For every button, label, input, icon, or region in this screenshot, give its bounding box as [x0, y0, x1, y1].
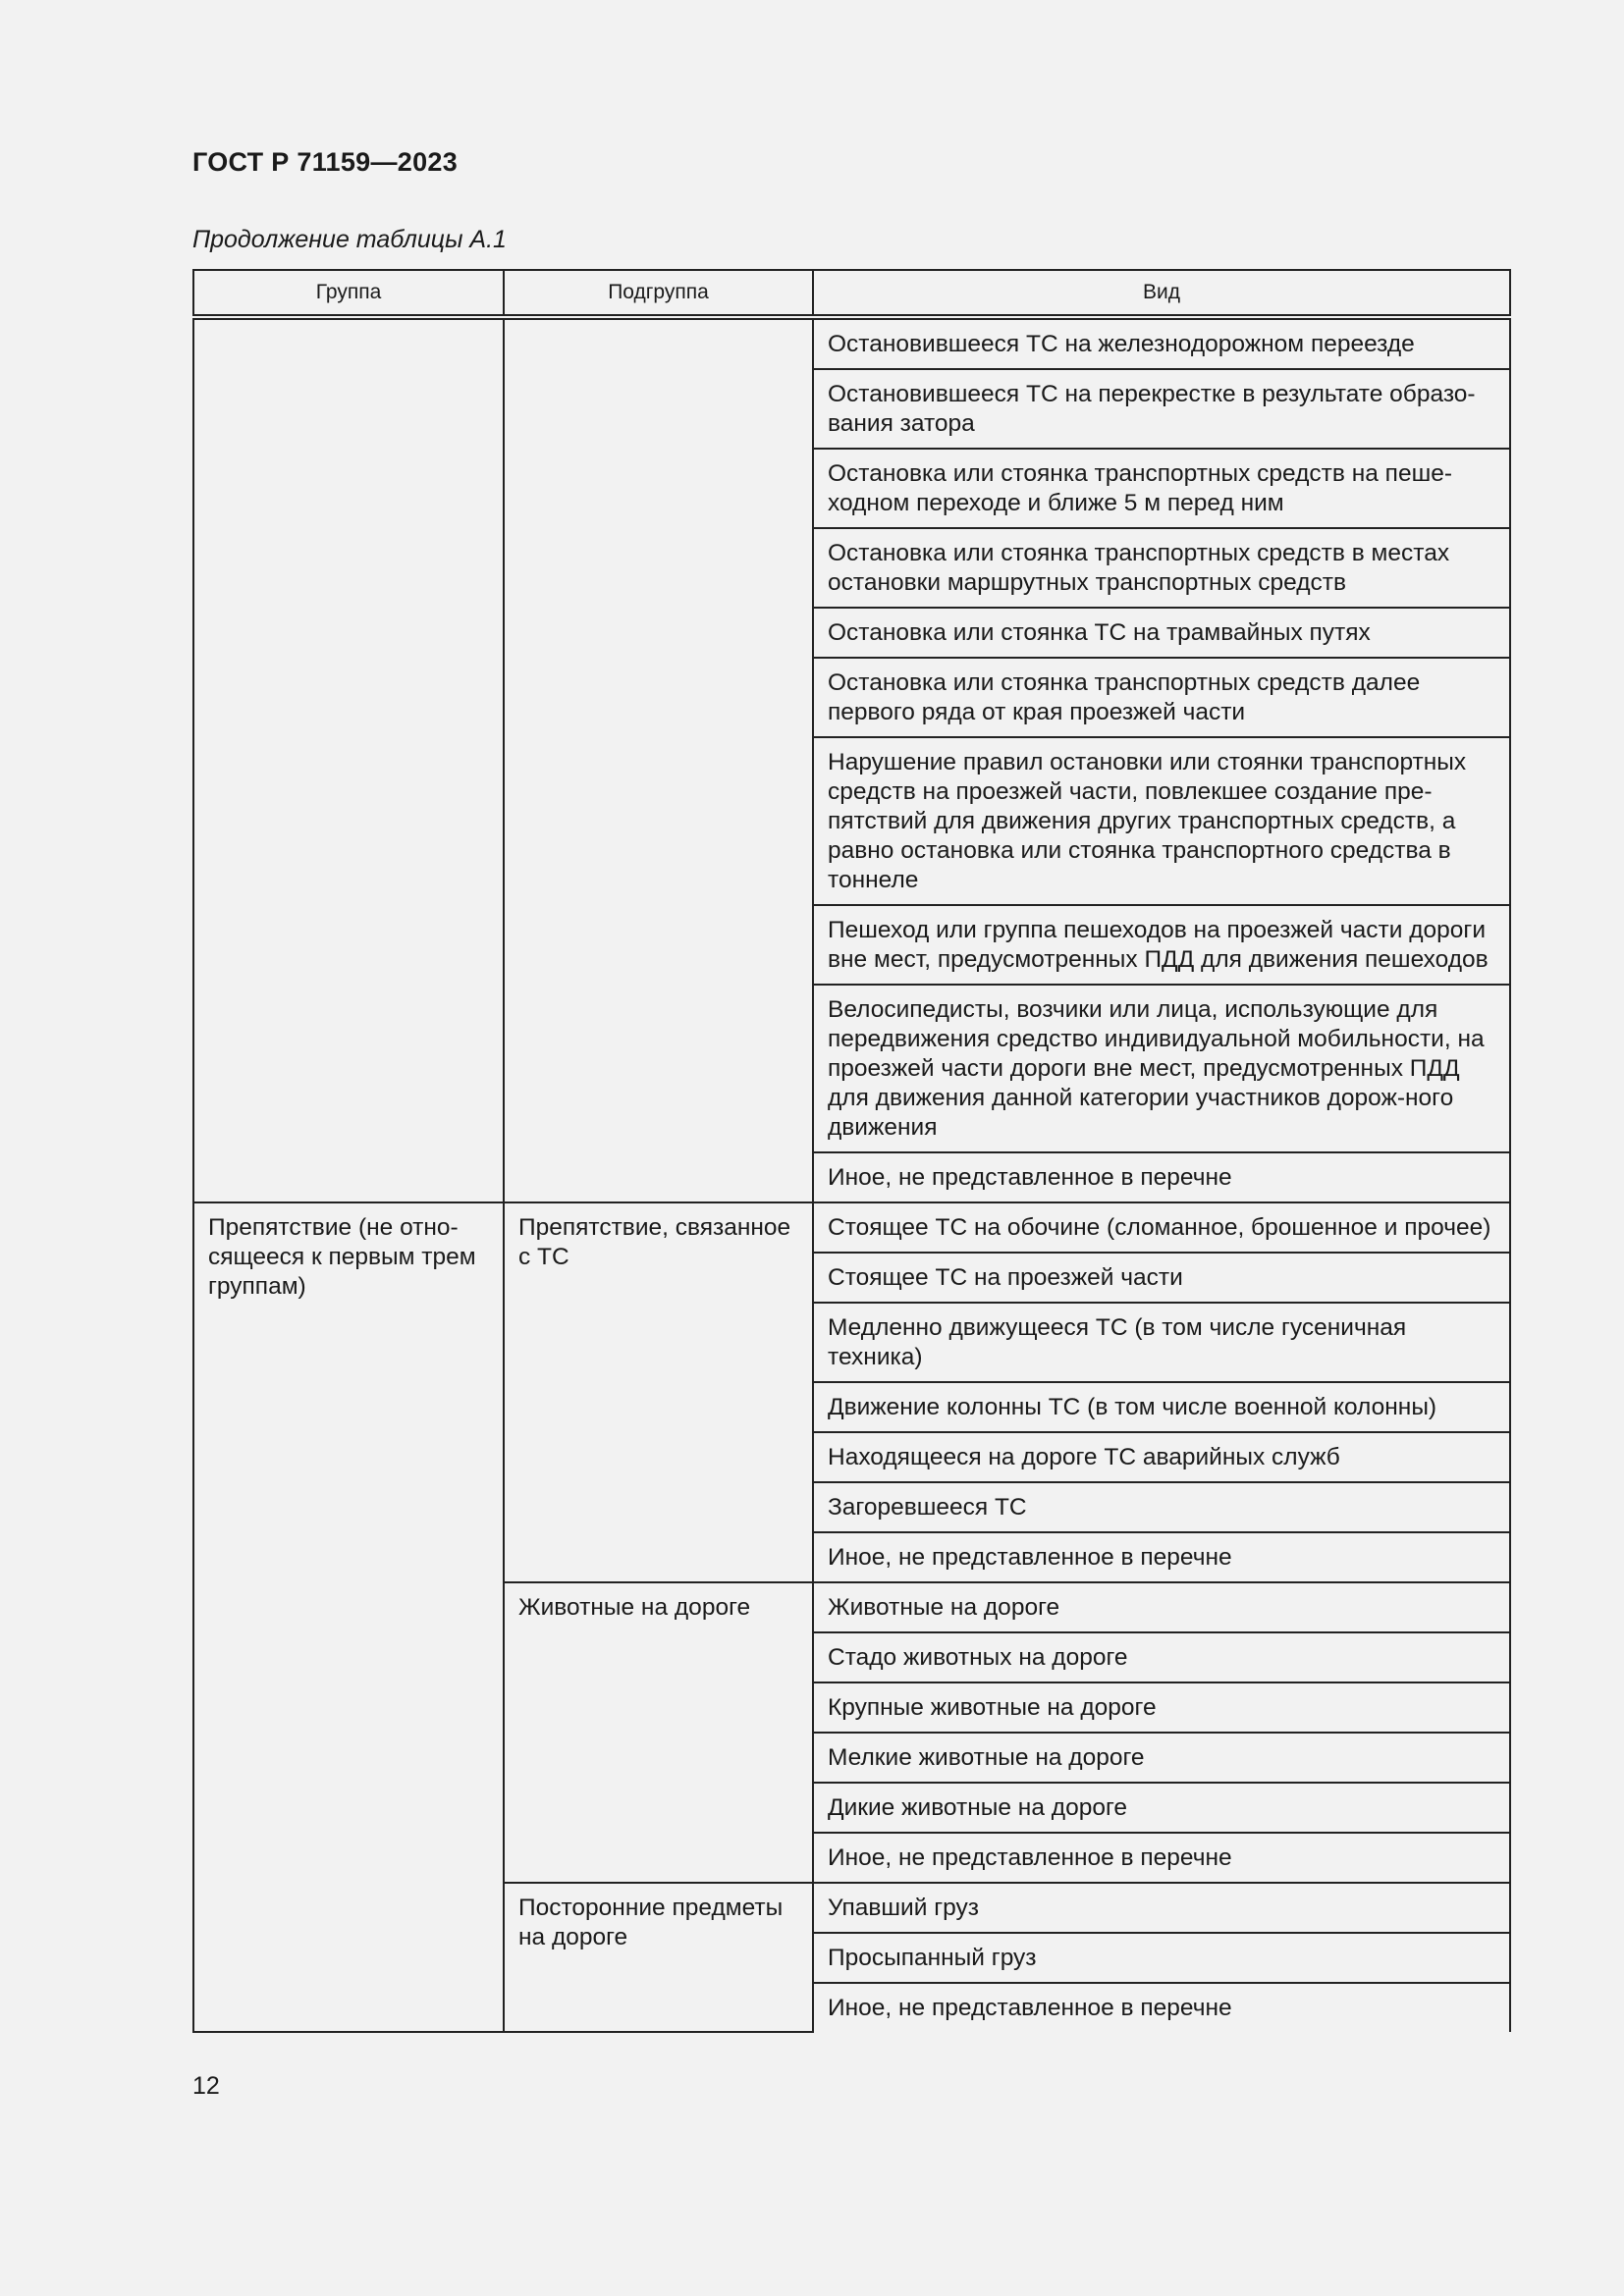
view-cell: Мелкие животные на дороге: [813, 1733, 1510, 1783]
column-header-subgroup: Подгруппа: [504, 270, 813, 317]
view-cell: Иное, не представленное в перечне: [813, 1152, 1510, 1202]
view-cell: Остановка или стоянка транспортных средств на пеше-ходном переходе и ближе 5 м перед ним: [813, 449, 1510, 528]
view-cell: Остановка или стоянка ТС на трамвайных путях: [813, 608, 1510, 658]
subgroup-cell-animals: Животные на дороге: [504, 1582, 813, 1883]
view-cell: Иное, не представленное в перечне: [813, 1983, 1510, 2032]
table-row: [193, 1202, 1510, 1253]
view-cell: Находящееся на дороге ТС аварийных служб: [813, 1432, 1510, 1482]
column-header-group: Группа: [193, 270, 504, 317]
document-header: ГОСТ Р 71159—2023: [192, 147, 459, 177]
column-header-view: Вид: [813, 270, 1510, 317]
table-caption: Продолжение таблицы А.1: [192, 226, 507, 253]
table-row: [193, 317, 1510, 369]
view-cell: Остановившееся ТС на перекрестке в результате образо-вания затора: [813, 369, 1510, 449]
view-cell: Животные на дороге: [813, 1582, 1510, 1632]
view-cell: Остановка или стоянка транспортных средств в местах остановки маршрутных транспортных средств: [813, 528, 1510, 608]
view-cell: Иное, не представленное в перечне: [813, 1532, 1510, 1582]
subgroup-cell-empty: [504, 317, 813, 1202]
table-header-row: [193, 270, 1510, 317]
view-cell: Велосипедисты, возчики или лица, использующие для передвижения средство индивидуальной мобильности, на проезжей части дороги вне мест, предусмотренных ПДД для движения данной категории участников дорож-ного движения: [813, 985, 1510, 1152]
view-cell: Крупные животные на дороге: [813, 1682, 1510, 1733]
view-cell: Нарушение правил остановки или стоянки транспортных средств на проезжей части, повлекшее создание пре-пятствий для движения других транспортных средств, а равно остановка или стоянка транспортного средства в тоннеле: [813, 737, 1510, 905]
subgroup-cell-vehicle: Препятствие, связанное с ТС: [504, 1202, 813, 1582]
view-cell: Иное, не представленное в перечне: [813, 1833, 1510, 1883]
group-cell-obstacle: Препятствие (не отно-сящееся к первым трем группам): [193, 1202, 504, 2032]
view-cell: Стоящее ТС на проезжей части: [813, 1253, 1510, 1303]
view-cell: Упавший груз: [813, 1883, 1510, 1933]
group-cell-empty: [193, 317, 504, 1202]
view-cell: Стадо животных на дороге: [813, 1632, 1510, 1682]
view-cell: Пешеход или группа пешеходов на проезжей части дороги вне мест, предусмотренных ПДД для движения пешеходов: [813, 905, 1510, 985]
view-cell: Стоящее ТС на обочине (сломанное, брошенное и прочее): [813, 1202, 1510, 1253]
view-cell: Загоревшееся ТС: [813, 1482, 1510, 1532]
view-cell: Медленно движущееся ТС (в том числе гусеничная техника): [813, 1303, 1510, 1382]
view-cell: Движение колонны ТС (в том числе военной колонны): [813, 1382, 1510, 1432]
view-cell: Остановка или стоянка транспортных средств далее первого ряда от края проезжей части: [813, 658, 1510, 737]
view-cell: Просыпанный груз: [813, 1933, 1510, 1983]
subgroup-cell-foreign-objects: Посторонние предметы на дороге: [504, 1883, 813, 2032]
classification-table: [192, 269, 1511, 2033]
view-cell: Дикие животные на дороге: [813, 1783, 1510, 1833]
view-cell: Остановившееся ТС на железнодорожном переезде: [813, 317, 1510, 369]
page-number: 12: [192, 2072, 220, 2100]
